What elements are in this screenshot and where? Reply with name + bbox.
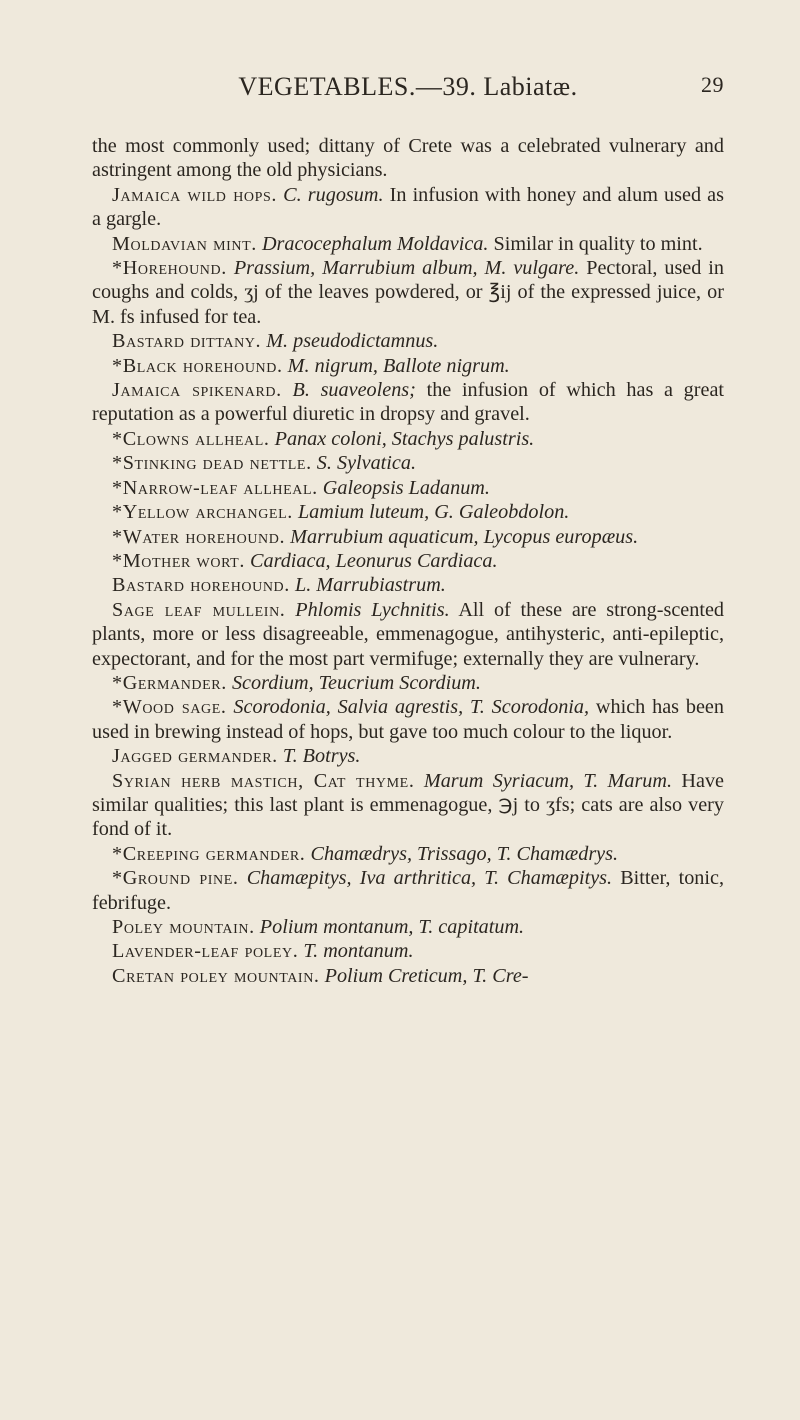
entry-paragraph bbox=[92, 842, 724, 866]
entry-paragraph bbox=[92, 500, 724, 524]
entry-name: *Wood sage. bbox=[112, 696, 227, 719]
latin-name: M. pseudodictamnus. bbox=[266, 330, 439, 353]
latin-name: Chamæpitys, Iva arthritica, T. Chamæpitys. bbox=[246, 867, 613, 890]
latin-name: T. Botrys. bbox=[282, 745, 361, 768]
entry-paragraph bbox=[92, 256, 724, 329]
entry-name: *Germander. bbox=[112, 671, 227, 694]
entry-paragraph bbox=[92, 378, 724, 427]
entry-paragraph bbox=[92, 354, 724, 378]
entry-paragraph bbox=[92, 451, 724, 475]
entry-paragraph bbox=[92, 671, 724, 695]
latin-name: B. suaveolens; bbox=[292, 379, 416, 402]
entry-name: Poley mountain. bbox=[112, 916, 255, 938]
entry-name: Lavender-leaf poley. bbox=[112, 940, 299, 963]
latin-name: Marum Syriacum, T. Marum. bbox=[423, 769, 673, 792]
latin-name: T. montanum. bbox=[303, 940, 414, 963]
latin-name: Polium montanum, T. capitatum. bbox=[259, 916, 525, 938]
entry-name: Cretan poley mountain. bbox=[112, 964, 320, 987]
latin-name: Panax coloni, Stachys palustris. bbox=[274, 427, 535, 450]
entry-name: Jamaica spikenard. bbox=[112, 379, 282, 402]
latin-name: Galeopsis Ladanum. bbox=[322, 476, 490, 499]
entry-text: the infusion of which has a great reputation as a powerful diuretic in dropsy and gravel. bbox=[92, 379, 725, 426]
entry-paragraph bbox=[92, 598, 724, 671]
entry-name: *Clowns allheal. bbox=[112, 427, 270, 450]
latin-name: Scordium, Teucrium Scordium. bbox=[231, 671, 481, 694]
entry-name: *Creeping germander. bbox=[112, 842, 306, 865]
entry-text: the most commonly used; dittany of Crete was a celebrated vulnerary and astringent among the old physicians. bbox=[92, 135, 724, 182]
latin-name: Polium Creticum, T. Cre- bbox=[324, 964, 529, 987]
entry-paragraph bbox=[92, 915, 724, 939]
entry-text bbox=[285, 599, 295, 621]
entry-paragraph bbox=[92, 769, 724, 842]
entry-text bbox=[227, 257, 234, 279]
entry-text: In infusion with honey and alum used as a gargle. bbox=[92, 183, 724, 231]
entry-text: Pectoral, used in coughs and colds, ʒj of the leaves powdered, or ℥ij of the expressed juice, or M. fs infused for tea. bbox=[92, 257, 724, 328]
entry-text bbox=[239, 867, 247, 889]
entry-text bbox=[414, 770, 423, 792]
entry-name: Sage leaf mullein. bbox=[112, 598, 286, 621]
entry-text bbox=[282, 379, 293, 401]
entry-name: Bastard dittany. bbox=[112, 330, 262, 353]
entry-name: *Stinking dead nettle. bbox=[112, 452, 312, 475]
entry-paragraph bbox=[92, 183, 724, 232]
entry-paragraph bbox=[92, 744, 724, 768]
entry-name: Moldavian mint. bbox=[112, 232, 257, 255]
entry-paragraph bbox=[92, 573, 724, 597]
entry-paragraph bbox=[92, 476, 724, 500]
entry-text: which has been used in brewing instead of hops, but gave too much colour to the liquor. bbox=[92, 696, 724, 743]
entry-name: *Black horehound. bbox=[112, 354, 283, 377]
page-number: 29 bbox=[701, 72, 724, 97]
entry-paragraph bbox=[92, 866, 724, 915]
entry-name: *Mother wort. bbox=[112, 549, 245, 572]
running-header bbox=[92, 72, 724, 112]
entry-text: Similar in quality to mint. bbox=[488, 232, 703, 255]
entry-name: *Ground pine. bbox=[112, 867, 239, 890]
latin-name: Lamium luteum, G. Galeobdolon. bbox=[297, 501, 570, 524]
latin-name: Phlomis Lychnitis. bbox=[295, 598, 450, 621]
entry-name: *Yellow archangel. bbox=[112, 501, 293, 524]
latin-name: S. Sylvatica. bbox=[316, 452, 417, 475]
page-title: VEGETABLES.—39. Labiatæ. bbox=[238, 72, 578, 101]
continued-paragraph bbox=[92, 134, 724, 183]
entry-paragraph bbox=[92, 964, 724, 988]
entry-paragraph bbox=[92, 232, 724, 256]
entry-paragraph bbox=[92, 939, 724, 963]
latin-name: Cardiaca, Leonurus Cardiaca. bbox=[250, 549, 498, 572]
entry-name: *Water horehound. bbox=[112, 525, 286, 548]
entry-paragraph bbox=[92, 427, 724, 451]
latin-name: L. Marrubiastrum. bbox=[294, 574, 446, 597]
entry-paragraph bbox=[92, 525, 724, 549]
entry-paragraph bbox=[92, 549, 724, 573]
latin-name: Chamædrys, Trissago, T. Chamædrys. bbox=[310, 842, 619, 865]
latin-name: Marrubium aquaticum, Lycopus europæus. bbox=[290, 525, 639, 548]
entry-text: All of these are strong-scented plants, more or less disagreeable, emmenagogue, antihysteric, anti-epileptic, expectorant, and for the most part vermifuge; externally they are vulnerary. bbox=[92, 598, 724, 670]
latin-name: C. rugosum. bbox=[283, 183, 384, 206]
entry-name: Jagged germander. bbox=[112, 745, 278, 768]
entry-name: Jamaica wild hops. bbox=[112, 183, 278, 206]
latin-name: Dracocephalum Moldavica. bbox=[261, 232, 489, 255]
entry-name: *Narrow-leaf allheal. bbox=[112, 476, 318, 499]
entry-name: Bastard horehound. bbox=[112, 574, 290, 597]
latin-name: Scorodonia, Salvia agrestis, T. Scorodonia, bbox=[233, 696, 590, 719]
entry-name: *Horehound. bbox=[112, 257, 227, 280]
latin-name: Prassium, Marrubium album, M. vulgare. bbox=[233, 257, 580, 280]
body-text bbox=[92, 134, 724, 988]
entry-paragraph bbox=[92, 695, 724, 744]
entry-name: Syrian herb mastich, Cat thyme. bbox=[112, 769, 415, 792]
latin-name: M. nigrum, Ballote nigrum. bbox=[287, 354, 510, 377]
entry-paragraph bbox=[92, 329, 724, 353]
entry-text: Have similar qualities; this last plant is emmenagogue, ℈j to ʒfs; cats are also very fond of it. bbox=[92, 769, 725, 841]
entry-text: Bitter, tonic, febrifuge. bbox=[92, 867, 724, 914]
